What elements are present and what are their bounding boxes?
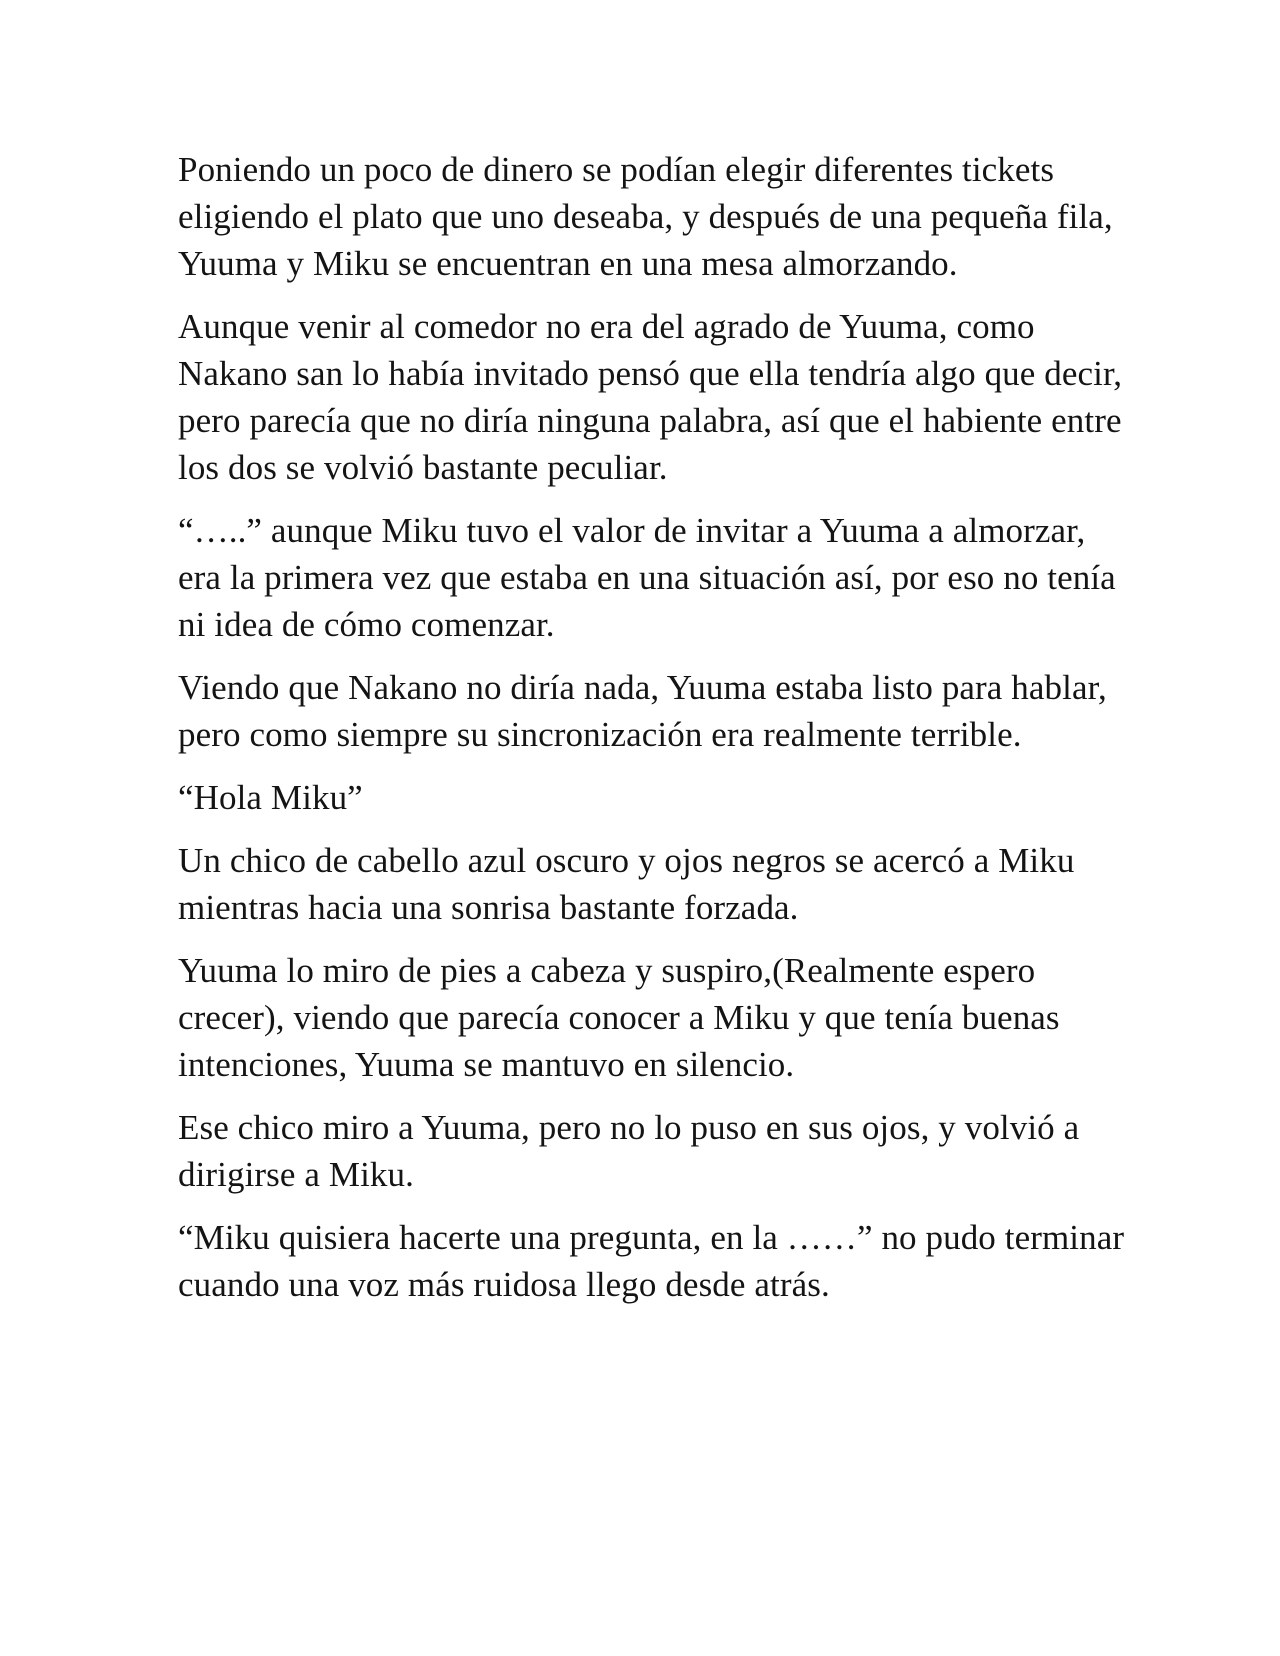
paragraph-8: Ese chico miro a Yuuma, pero no lo puso en sus ojos, y volvió a dirigirse a Miku. [178, 1108, 1080, 1194]
paragraph-6: Un chico de cabello azul oscuro y ojos negros se acercó a Miku mientras hacia una sonrisa bastante forzada. [178, 841, 1075, 927]
paragraph-1: Poniendo un poco de dinero se podían elegir diferentes tickets eligiendo el plato que uno deseaba, y después de una pequeña fila, Yuuma y Miku se encuentran en una mesa almorzando. [178, 150, 1113, 283]
paragraph-3: “…..” aunque Miku tuvo el valor de invitar a Yuuma a almorzar, era la primera vez que estaba en una situación así, por eso no tenía ni idea de cómo comenzar. [178, 511, 1116, 644]
paragraph-7: Yuuma lo miro de pies a cabeza y suspiro,(Realmente espero crecer), viendo que parecía conocer a Miku y que tenía buenas intenciones, Yuuma se mantuvo en silencio. [178, 951, 1060, 1084]
paragraph-2: Aunque venir al comedor no era del agrado de Yuuma, como Nakano san lo había invitado pensó que ella tendría algo que decir, pero parecía que no diría ninguna palabra, así que el habiente entre los dos se volvió bastante peculiar. [178, 307, 1123, 487]
paragraph-5: “Hola Miku” [178, 778, 363, 817]
document-page [178, 146, 1128, 1324]
paragraph-4: Viendo que Nakano no diría nada, Yuuma estaba listo para hablar, pero como siempre su sincronización era realmente terrible. [178, 668, 1107, 754]
paragraph-9: “Miku quisiera hacerte una pregunta, en la ……” no pudo terminar cuando una voz más ruidosa llego desde atrás. [178, 1218, 1125, 1304]
